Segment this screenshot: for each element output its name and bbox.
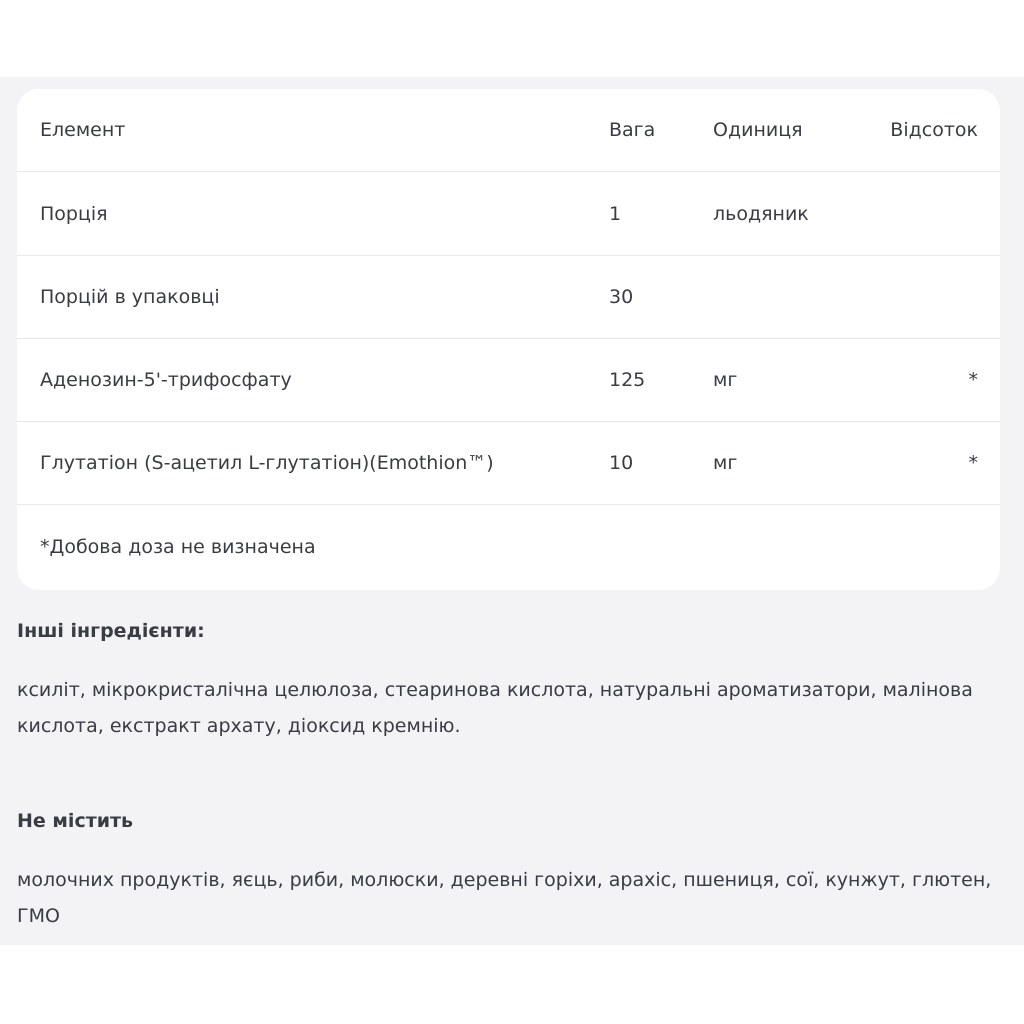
header-element: Елемент [40,119,126,141]
row-unit: мг [713,452,738,474]
table-footnote-row [17,506,1000,589]
row-percent: * [968,452,978,474]
row-weight: 1 [609,203,622,225]
other-ingredients-title: Інші інгредієнти: [17,620,205,642]
row-weight: 10 [609,452,634,474]
header-weight: Вага [609,119,656,141]
product-info-panel [0,77,1024,945]
row-percent: * [968,369,978,391]
row-unit: мг [713,369,738,391]
table-row [17,173,1000,256]
row-name: Аденозин-5'-трифосфату [40,369,292,391]
row-name: Порція [40,203,108,225]
footnote: *Добова доза не визначена [40,536,316,558]
table-row [17,339,1000,422]
table-row [17,422,1000,505]
header-unit: Одиниця [713,119,803,141]
row-weight: 125 [609,369,646,391]
row-weight: 30 [609,286,634,308]
nutrition-table [17,89,1000,590]
other-ingredients-text: ксиліт, мікрокристалічна целюлоза, стеаринова кислота, натуральні ароматизатори, малінова кислота, екстракт архату, діоксид кремнію. [17,679,973,737]
free-from-text: молочних продуктів, яєць, риби, молюски, деревні горіхи, арахіс, пшениця, сої, кунжут, глютен, ГМО [17,869,992,927]
table-header-row [17,89,1000,172]
row-name: Порцій в упаковці [40,286,220,308]
table-row [17,256,1000,339]
row-unit: льодяник [713,203,809,225]
row-name: Глутатіон (S-ацетил L-глутатіон)(Emothion™) [40,452,494,474]
free-from-title: Не містить [17,810,134,832]
header-percent: Відсоток [890,119,978,141]
